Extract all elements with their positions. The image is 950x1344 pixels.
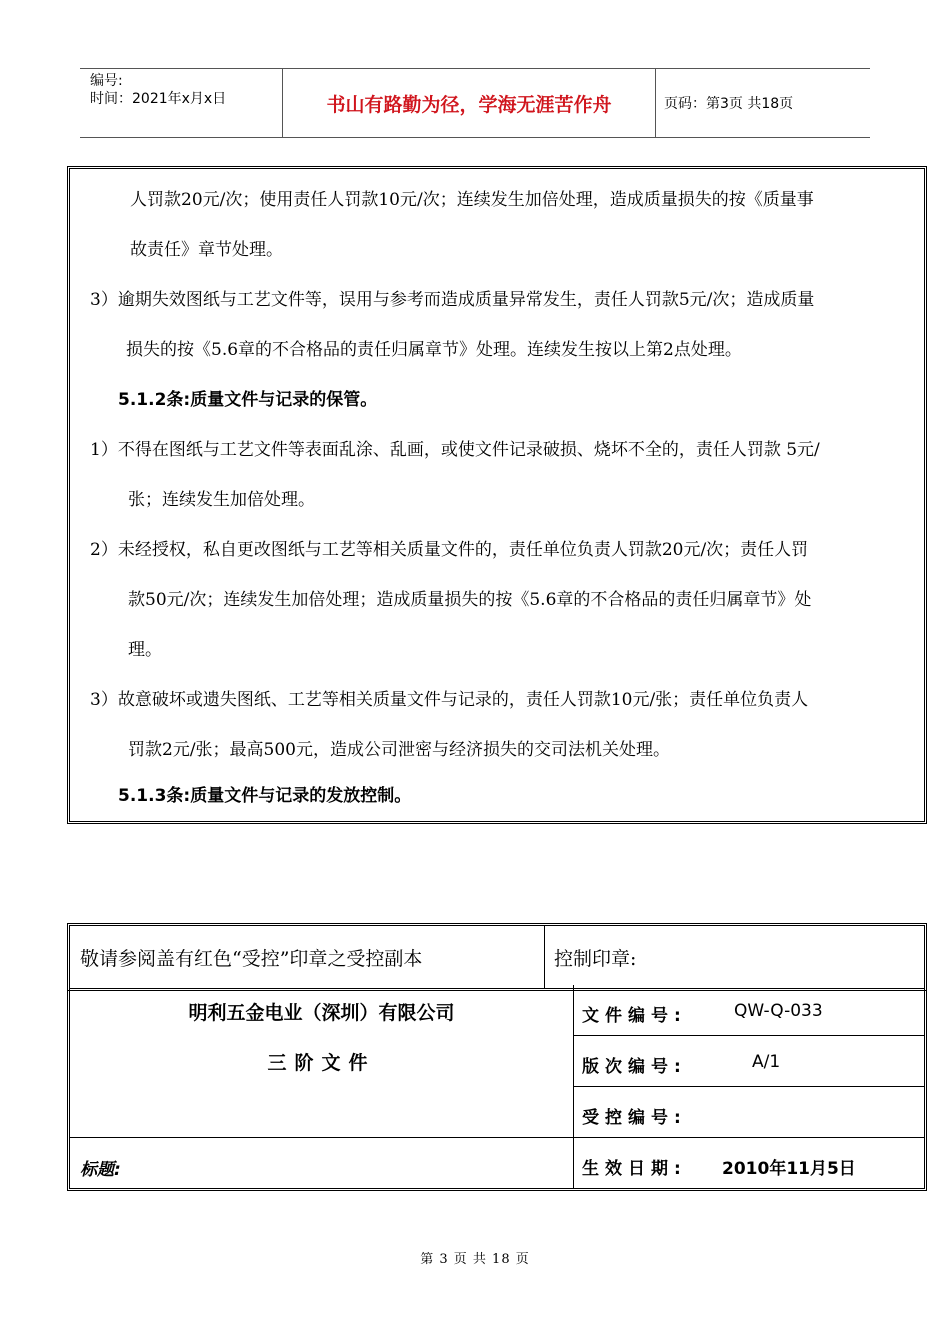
doc-no-value: QW-Q-033	[734, 1001, 823, 1021]
company-name: 明利五金电业（深圳）有限公司	[188, 1002, 455, 1024]
row-divider	[573, 1137, 924, 1138]
content-line: 3）故意破坏或遗失图纸、工艺等相关质量文件与记录的，责任人罚款10元/张；责任单位负责人	[90, 690, 809, 710]
content-line: 理。	[128, 640, 162, 660]
row-divider	[70, 1137, 573, 1138]
content-line: 故责任》章节处理。	[130, 240, 283, 260]
effective-date-value: 2010年11月5日	[722, 1159, 856, 1179]
row-divider	[573, 1086, 924, 1087]
header-meta	[80, 69, 282, 137]
header-motto: 书山有路勤为径，学海无涯苦作舟	[282, 69, 656, 137]
control-notice-row	[67, 923, 927, 991]
cell-divider	[544, 926, 545, 988]
version-label: 版次编号:	[582, 1057, 687, 1077]
doc-number-label: 编号:	[90, 73, 123, 89]
content-line: 人罚款20元/次；使用责任人罚款10元/次；连续发生加倍处理，造成质量损失的按《质量事	[130, 190, 814, 210]
content-line: 张；连续发生加倍处理。	[128, 490, 315, 510]
doc-time-label: 时间：2021年x月x日	[90, 91, 227, 107]
content-line: 罚款2元/张；最高500元，造成公司泄密与经济损失的交司法机关处理。	[128, 740, 670, 760]
content-line: 损失的按《5.6章的不合格品的责任归属章节》处理。连续发生按以上第2点处理。	[126, 340, 742, 360]
content-box	[67, 166, 927, 824]
control-stamp-label: 控制印章:	[554, 947, 637, 970]
controlled-copy-notice: 敬请参阅盖有红色“受控”印章之受控副本	[80, 947, 423, 970]
content-line: 2）未经授权，私自更改图纸与工艺等相关质量文件的，责任单位负责人罚款20元/次；责任人罚	[90, 540, 809, 560]
row-divider	[573, 1035, 924, 1036]
page-header	[80, 68, 870, 138]
doc-no-label: 文件编号:	[582, 1006, 687, 1026]
article-heading: 5.1.2条:质量文件与记录的保管。	[118, 390, 378, 410]
header-page-info: 页码：第3页 共18页	[664, 96, 794, 112]
page-footer: 第 3 页 共 18 页	[420, 1252, 530, 1267]
article-heading: 5.1.3条:质量文件与记录的发放控制。	[118, 786, 412, 806]
effective-date-label: 生效日期:	[582, 1159, 687, 1179]
content-line: 1）不得在图纸与工艺文件等表面乱涂、乱画，或使文件记录破损、烧坏不全的，责任人罚款 5元/	[90, 440, 820, 460]
content-line: 3）逾期失效图纸与工艺文件等，误用与参考而造成质量异常发生，责任人罚款5元/次；造成质量	[90, 290, 815, 310]
version-value: A/1	[752, 1052, 781, 1072]
document-level: 三阶文件	[267, 1052, 376, 1074]
title-label: 标题:	[80, 1160, 121, 1180]
content-line: 款50元/次；连续发生加倍处理；造成质量损失的按《5.6章的不合格品的责任归属章节》处	[128, 590, 812, 610]
document-info-block	[67, 985, 927, 1191]
control-no-label: 受控编号:	[582, 1108, 687, 1128]
